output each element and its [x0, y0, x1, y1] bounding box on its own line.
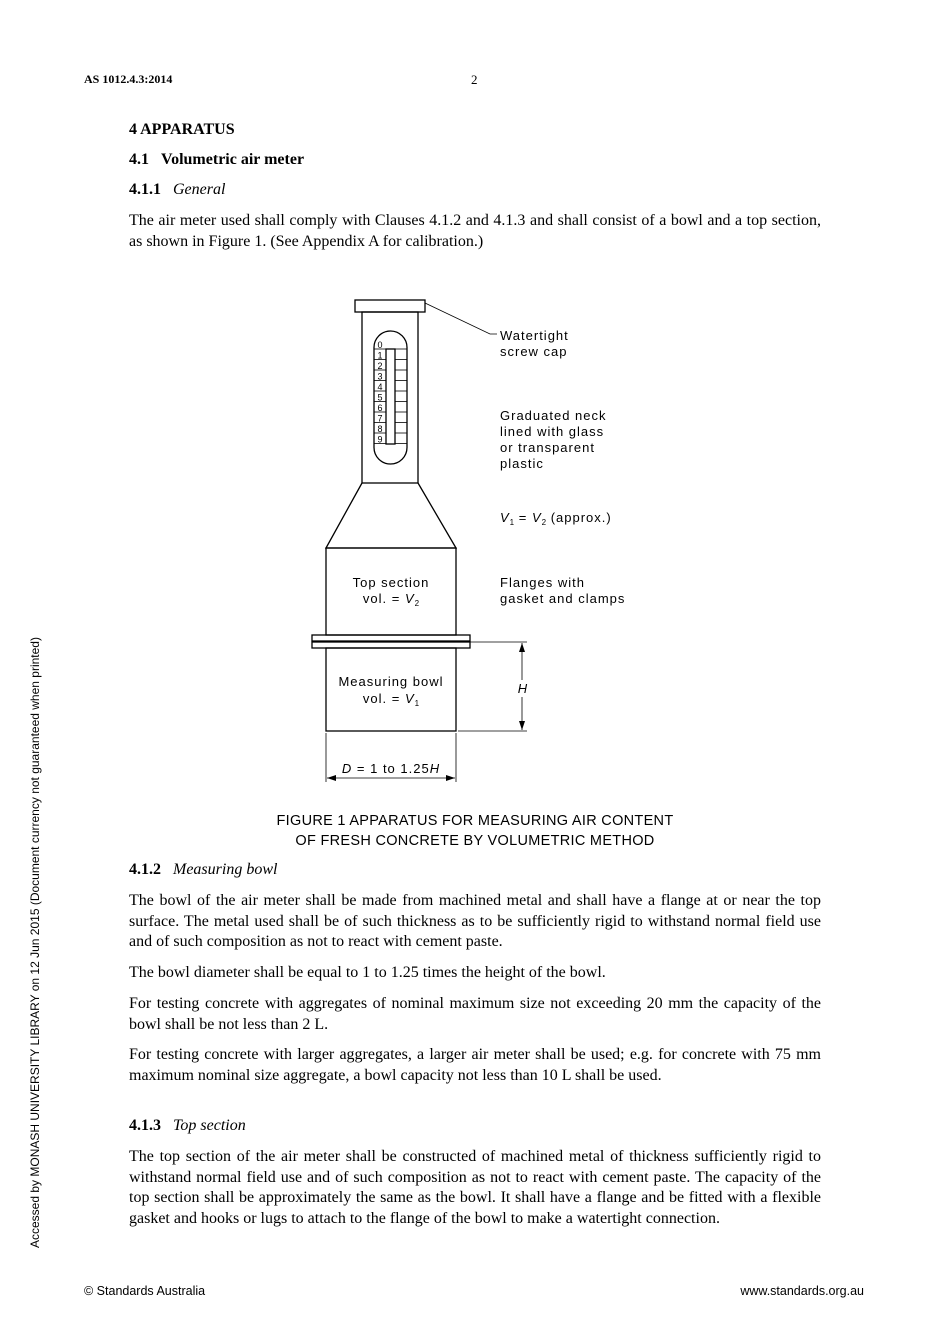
label-cap-1: Watertight: [500, 328, 569, 343]
label-cap-2: screw cap: [500, 344, 568, 359]
scale-tick-label: 5: [377, 392, 383, 403]
scale-tick-label: 1: [377, 350, 383, 361]
label-bowl-1: Measuring bowl: [338, 674, 444, 689]
footer-copyright: © Standards Australia: [84, 1284, 206, 1298]
standard-id: AS 1012.4.3:2014: [84, 72, 173, 86]
section-4-1-3-heading: [129, 1117, 246, 1135]
section-4-1-2-title: Measuring bowl: [173, 861, 278, 878]
label-bowl-2: vol. = $V_1$: [362, 691, 420, 708]
label-volume-equality: $V_1 = V_2$ (approx.): [500, 510, 612, 527]
scale-tick-label: 9: [377, 434, 383, 445]
scale-tick-label: 0: [377, 340, 383, 350]
label-height: H: [517, 681, 529, 696]
figure-caption: [129, 812, 821, 851]
section-4-1-3-number: 4.1.3: [129, 1117, 161, 1134]
section-4-1-1-title: General: [173, 181, 226, 198]
section-4-1-number: 4.1: [129, 151, 149, 168]
conical-transition: [326, 483, 456, 548]
label-neck-2: lined with glass: [500, 424, 605, 439]
label-neck-4: plastic: [500, 456, 544, 471]
access-note: Accessed by MONASH UNIVERSITY LIBRARY on 12 Jun 2015 (Document currency not guaranteed when printed): [28, 637, 42, 1248]
section-4-1-3-title: Top section: [173, 1117, 246, 1134]
scale-tick-label: 2: [377, 361, 383, 371]
paragraph: The bowl of the air meter shall be made from machined metal and shall have a flange at or near the top surface. The metal used shall be of such thickness as to be sufficiently rigid to withstand normal field use and of such composition as not to react with cement paste.: [129, 892, 821, 950]
section-4-1-1-number: 4.1.1: [129, 181, 161, 198]
figure-caption-line-2: OF FRESH CONCRETE BY VOLUMETRIC METHOD: [295, 832, 655, 849]
lower-flange: [312, 642, 470, 648]
scale-bar: [386, 349, 395, 444]
scale-tick-label: 8: [377, 424, 383, 434]
label-flanges-2: gasket and clamps: [500, 591, 626, 606]
label-neck-3: or transparent: [500, 440, 595, 455]
label-top-section-1: Top section: [352, 575, 430, 590]
scale-tick-label: 4: [377, 382, 383, 392]
section-4-title: 4 APPARATUS: [129, 121, 235, 138]
label-flanges-1: Flanges with: [500, 575, 585, 590]
figure-caption-line-1: FIGURE 1 APPARATUS FOR MEASURING AIR CONTENT: [276, 813, 674, 829]
screw-cap: [355, 300, 425, 312]
scale-tick-label: 3: [377, 371, 383, 382]
section-4-1-2-number: 4.1.2: [129, 861, 161, 878]
paragraph: The top section of the air meter shall be constructed of machined metal of thickness sufficiently rigid to withstand normal field use and of such composition as not to react with cement paste. The capacity of the top section shall be approximately the same as the bowl. It shall have a flange and be fitted with a flexible gasket and hooks or lugs to attach to the flange of the bowl to make a watertight connection.: [129, 1148, 821, 1227]
paragraph: The bowl diameter shall be equal to 1 to 1.25 times the height of the bowl.: [129, 964, 606, 981]
paragraph: For testing concrete with aggregates of nominal maximum size not exceeding 20 mm the capacity of the bowl shall be not less than 2 L.: [129, 995, 821, 1033]
footer-website[interactable]: www.standards.org.au: [740, 1284, 864, 1298]
cap-leader-line: [425, 303, 497, 334]
upper-flange: [312, 635, 470, 641]
graduated-neck: [362, 312, 418, 483]
section-4-1-2-heading: [129, 861, 277, 879]
label-top-section-2: vol. = $V_2$: [362, 591, 420, 608]
label-neck-1: Graduated neck: [500, 408, 607, 423]
paragraph: The air meter used shall comply with Clauses 4.1.2 and 4.1.3 and shall consist of a bowl and a top section, as shown in Figure 1. (See Appendix A for calibration.): [129, 212, 821, 250]
scale-tick-label: 6: [377, 403, 383, 413]
measuring-bowl-body: [326, 648, 456, 731]
section-4-1-title: Volumetric air meter: [161, 151, 305, 168]
paragraph: For testing concrete with larger aggregates, a larger air meter shall be used; e.g. for concrete with 75 mm maximum nominal size aggregate, a bowl capacity not less than 10 L shall be used.: [129, 1046, 821, 1084]
scale-tick-label: 7: [377, 413, 383, 424]
label-diameter: D = 1 to 1.25H: [341, 761, 441, 776]
page-number: 2: [471, 72, 478, 87]
